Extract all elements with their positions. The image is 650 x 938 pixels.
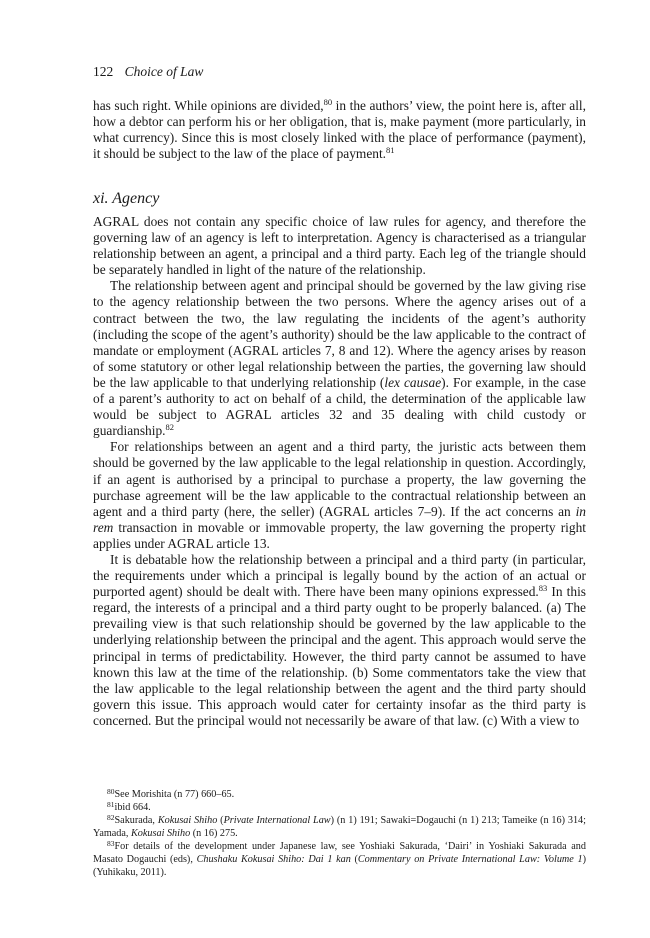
book-title: Kokusai Shiho bbox=[157, 815, 218, 826]
footnote-text: See Morishita (n 77) 660–65. bbox=[114, 789, 235, 800]
footnote-80 bbox=[93, 788, 586, 801]
section-heading: xi. Agency bbox=[93, 190, 160, 207]
footnote-text: ( bbox=[217, 815, 224, 826]
italic-term: in rem bbox=[93, 503, 586, 535]
footnote-text: For details of the development under Japanese law, see Yoshiaki Sakurada, ‘Dairi’ in Yoshiaki Sakurada and Masato Dogauchi (eds), bbox=[93, 841, 586, 865]
footnote-mark: 80 bbox=[107, 787, 115, 796]
section-body bbox=[93, 214, 586, 729]
footnote-text: ibid 664. bbox=[114, 802, 151, 813]
footnote-text: Sakurada, bbox=[114, 815, 158, 826]
italic-term: lex causae bbox=[384, 374, 442, 390]
text-run: For relationships between an agent and a third party, the juristic acts between them should be governed by the law applicable to the legal relationship in question. Accordingly, if an agent is authorised by a principal to purchase a property, the law governing the purchase agreement will be the law applicable to the contractual relationship between an agent and a third party (here, the seller) (AGRAL articles 7–9). If the act concerns an bbox=[93, 439, 586, 519]
footnote-ref-83[interactable]: 83 bbox=[538, 583, 548, 594]
footnote-mark: 81 bbox=[107, 800, 115, 809]
paragraph-1: AGRAL does not contain any specific choice of law rules for agency, and therefore the governing law of an agency is left to interpretation. Agency is characterised as a triangular relationship between an agent, a principal and a third party. Each leg of the triangle should be separately handled in light of the nature of the relationship. bbox=[93, 214, 586, 278]
paragraph bbox=[93, 98, 586, 162]
footnote-ref-82[interactable]: 82 bbox=[165, 422, 175, 433]
continued-paragraph bbox=[93, 98, 586, 162]
text-run: has such right. While opinions are divided, bbox=[93, 98, 324, 113]
footnote-text: ) (Yuhikaku, 2011). bbox=[93, 854, 586, 878]
footnote-82 bbox=[93, 814, 586, 840]
text-run: in the authors’ view, the point here is, after all, how a debtor can perform his or her obligation, that is, make payment (more particularly, in what currency). Since this is most closely linked with the place of performance (payment), it should be subject to the law of the place of payment. bbox=[93, 98, 586, 162]
footnote-mark: 82 bbox=[107, 813, 115, 822]
footnote-ref-80[interactable]: 80 bbox=[323, 97, 333, 107]
footnote-83 bbox=[93, 840, 586, 879]
book-title: Commentary on Private International Law: Volume 1 bbox=[357, 854, 583, 865]
text-run: It is debatable how the relationship between a principal and a third party (in particular, the requirements under which a principal is legally bound by the action of an actual or purported agent) should be dealt with. There have been many opinions expressed. bbox=[93, 551, 586, 600]
footnote-text: ( bbox=[350, 854, 358, 865]
page-number: 122 bbox=[93, 64, 114, 79]
footnote-mark: 83 bbox=[107, 839, 115, 848]
text-run: The relationship between agent and principal should be governed by the law giving rise to the agency relationship between the two persons. Where the agency arises out of a contract between the two, the law regulating the incidents of the agent’s authority (including the scope of the agent’s authority) should be the law applicable to the contract of mandate or employment (AGRAL articles 7, 8 and 12). Where the agency arises by reason of some statutory or other legal relationship between the parties, the governing law should be the law applicable to that underlying relationship ( bbox=[93, 278, 586, 390]
book-title: Private International Law bbox=[223, 815, 331, 826]
footnote-81 bbox=[93, 801, 586, 814]
running-title: Choice of Law bbox=[124, 64, 204, 79]
text-run: transaction in movable or immovable property, the law governing the property right applies under AGRAL article 13. bbox=[93, 519, 586, 551]
footnote-text: (n 16) 275. bbox=[190, 828, 238, 839]
footnote-text: ) (n 1) 191; Sawaki=Dogauchi (n 1) 213; Tameike (n 16) 314; Yamada, bbox=[93, 815, 586, 839]
footnotes bbox=[93, 788, 586, 879]
running-header bbox=[93, 64, 203, 80]
footnote-ref-81[interactable]: 81 bbox=[386, 145, 395, 156]
paragraph-2 bbox=[93, 278, 586, 439]
paragraph-4 bbox=[93, 552, 586, 729]
paragraph-3 bbox=[93, 439, 586, 552]
text-run: In this regard, the interests of a principal and a third party ought to be properly balanced. (a) The prevailing view is that such relationship should be governed by the law applicable to the underlying relationship between the principal and the agent. This approach would serve the principal in terms of predictability. However, the third party cannot be assumed to have known this law at the time of the relationship. (b) Some commentators take the view that the law applicable to the legal relationship between the agent and the third party should govern this issue. This approach would cater for certainty insofar as the third party is concerned. But the principal would not necessarily be aware of that law. (c) With a view to bbox=[93, 584, 586, 728]
book-title: Chushaku Kokusai Shiho: Dai 1 kan bbox=[196, 854, 351, 865]
text-run: ). For example, in the case of a parent’s authority to act on behalf of a child, the determination of the applicable law would be subject to AGRAL articles 32 and 35 dealing with child custody or guardianship. bbox=[93, 374, 587, 439]
book-title: Kokusai Shiho bbox=[131, 828, 191, 839]
